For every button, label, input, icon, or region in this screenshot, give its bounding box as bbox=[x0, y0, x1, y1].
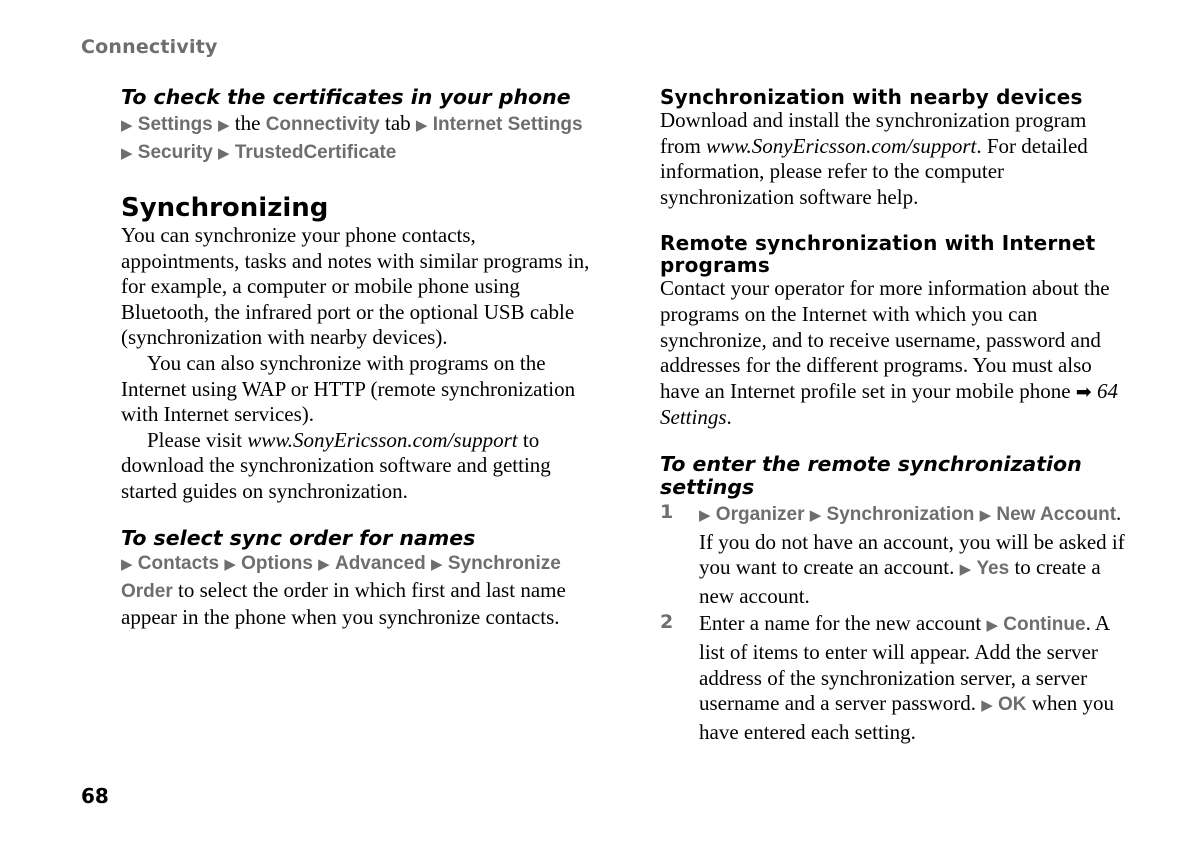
settings-reference[interactable]: 64 Settings bbox=[660, 378, 1118, 430]
menu-arrow-icon: ▶ bbox=[218, 118, 230, 134]
step-2 bbox=[660, 611, 1130, 745]
menu-arrow-icon: ▶ bbox=[224, 556, 236, 573]
menu-security[interactable]: Security bbox=[137, 142, 213, 163]
nearby-paragraph bbox=[660, 108, 1130, 210]
menu-arrow-icon: ▶ bbox=[431, 556, 443, 573]
sync-paragraph-2: You can also synchronize with programs on the Internet using WAP or HTTP (remote synchronization with Internet services). bbox=[121, 350, 576, 427]
menu-synchronization[interactable]: Synchronization bbox=[826, 503, 975, 525]
menu-options[interactable]: Options bbox=[241, 552, 313, 574]
section-title: Connectivity bbox=[81, 36, 218, 58]
remote-paragraph bbox=[660, 276, 1130, 431]
menu-synchronize-order[interactable]: Synchronize Order bbox=[121, 552, 561, 603]
remote-heading: Remote synchronization with Internet programs bbox=[660, 231, 1096, 278]
menu-arrow-icon: ▶ bbox=[699, 507, 711, 524]
menu-contacts[interactable]: Contacts bbox=[137, 552, 220, 574]
menu-settings[interactable]: Settings bbox=[137, 114, 213, 135]
nearby-heading: Synchronization with nearby devices bbox=[660, 85, 1083, 109]
step-number: 2 bbox=[660, 611, 674, 634]
support-link-2[interactable]: www.SonyEricsson.com/support bbox=[706, 133, 977, 158]
reference-arrow-icon: ➡ bbox=[1075, 380, 1092, 403]
menu-continue[interactable]: Continue bbox=[1003, 614, 1086, 636]
menu-trusted-certificate[interactable]: TrustedCertificate bbox=[234, 142, 397, 163]
cert-path bbox=[121, 111, 591, 167]
menu-advanced[interactable]: Advanced bbox=[334, 552, 426, 574]
order-heading: To select sync order for names bbox=[121, 525, 476, 550]
sync-p3-post: to download the synchronization software and getting started guides on synchronization. bbox=[121, 427, 551, 503]
step-2-text-b: . A list of items to enter will appear. Add the server address of the synchronization server, a server username and a server password. bbox=[699, 611, 1109, 716]
nearby-post: . For detailed information, please refer to the computer synchronization software help. bbox=[660, 133, 1088, 209]
order-text: to select the order in which first and last name appear in the phone when you synchronize contacts. bbox=[121, 578, 566, 629]
menu-arrow-icon: ▶ bbox=[415, 118, 428, 134]
menu-arrow-icon: ▶ bbox=[809, 507, 822, 524]
cert-the: the bbox=[234, 111, 261, 135]
nearby-pre: Download and install the synchronization program from bbox=[660, 108, 1087, 158]
step-2-text-c: when you have entered each setting. bbox=[699, 691, 1115, 744]
step-1-text bbox=[699, 501, 1130, 609]
menu-arrow-icon: ▶ bbox=[218, 146, 230, 162]
step-1-text-b: to create a new account. bbox=[699, 555, 1101, 608]
step-1 bbox=[660, 501, 1130, 609]
menu-new-account[interactable]: New Account bbox=[996, 503, 1117, 525]
page-number: 68 bbox=[81, 784, 109, 808]
enter-heading: To enter the remote synchronization settings bbox=[660, 451, 1082, 499]
remote-end: . bbox=[726, 405, 732, 430]
step-2-text bbox=[699, 611, 1130, 745]
right-column bbox=[660, 86, 1130, 745]
step-1-text-a: . If you do not have an account, you will be asked if you want to create an account. bbox=[699, 500, 1125, 580]
cert-heading: To check the certificates in your phone bbox=[121, 85, 571, 109]
menu-internet-settings[interactable]: Internet Settings bbox=[432, 114, 583, 135]
menu-arrow-icon: ▶ bbox=[121, 556, 133, 573]
sync-heading: Synchronizing bbox=[121, 193, 329, 223]
support-link[interactable]: www.SonyEricsson.com/support bbox=[247, 427, 518, 452]
sync-p3-pre: Please visit bbox=[147, 427, 243, 452]
menu-arrow-icon: ▶ bbox=[959, 562, 972, 579]
menu-arrow-icon: ▶ bbox=[121, 146, 133, 162]
sync-paragraph-3 bbox=[121, 428, 591, 505]
menu-arrow-icon: ▶ bbox=[986, 618, 998, 635]
menu-arrow-icon: ▶ bbox=[979, 507, 992, 524]
remote-text: Contact your operator for more information about the programs on the Internet with which you can synchronize, and to receive username, password and addresses for the different programs. You must also have an Internet profile set in your mobile phone bbox=[660, 276, 1110, 403]
menu-connectivity[interactable]: Connectivity bbox=[265, 114, 380, 135]
menu-yes[interactable]: Yes bbox=[976, 558, 1010, 580]
menu-arrow-icon: ▶ bbox=[121, 118, 133, 134]
menu-arrow-icon: ▶ bbox=[318, 556, 330, 573]
step-2-text-a: Enter a name for the new account bbox=[699, 611, 982, 636]
menu-ok[interactable]: OK bbox=[998, 694, 1027, 716]
sync-paragraph-1: You can synchronize your phone contacts, appointments, tasks and notes with similar programs in, for example, a computer or mobile phone using Bluetooth, the infrared port or the optional USB cable (synchronization with nearby devices). bbox=[121, 223, 590, 350]
menu-organizer[interactable]: Organizer bbox=[715, 503, 805, 525]
left-column bbox=[121, 86, 591, 630]
menu-arrow-icon: ▶ bbox=[981, 698, 993, 715]
order-paragraph bbox=[121, 550, 591, 631]
cert-tab: tab bbox=[384, 111, 411, 135]
step-number: 1 bbox=[660, 500, 674, 523]
